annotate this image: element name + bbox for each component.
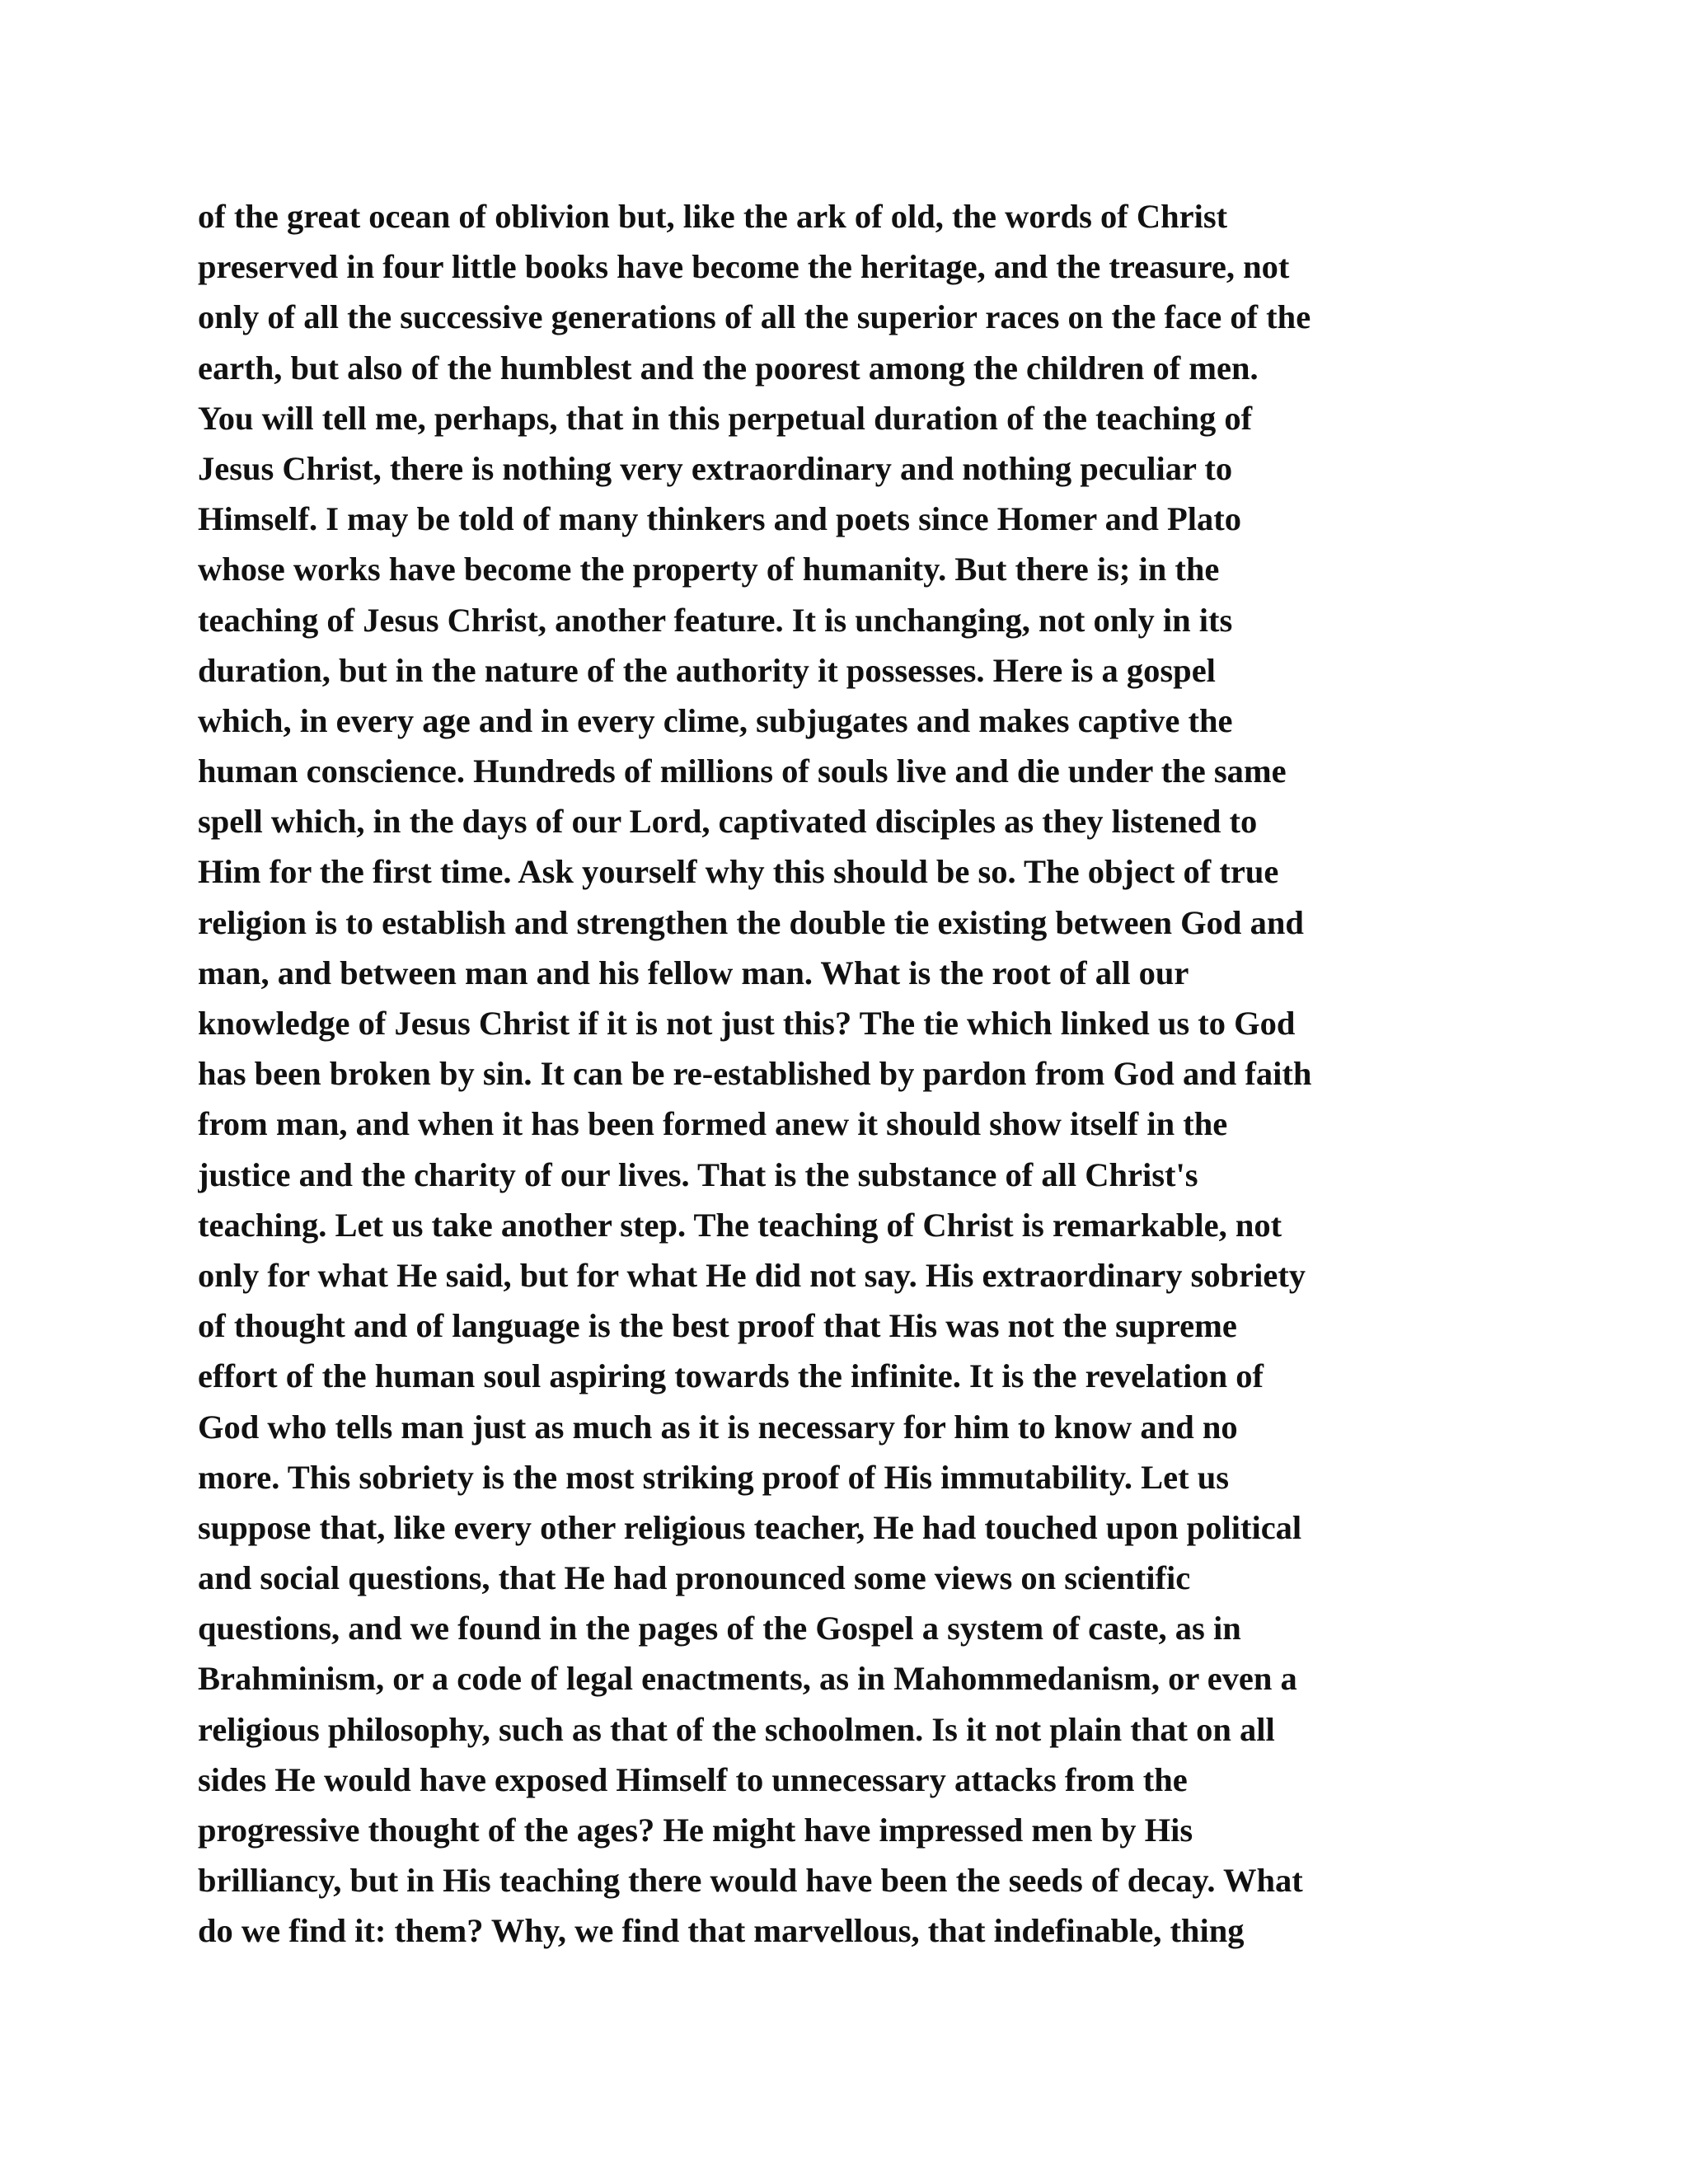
text-line: effort of the human soul aspiring towards the infinite. It is the revelation of	[198, 1357, 1264, 1395]
text-line: religious philosophy, such as that of the schoolmen. Is it not plain that on all	[198, 1710, 1275, 1748]
text-line: knowledge of Jesus Christ if it is not just this? The tie which linked us to God	[198, 1005, 1296, 1042]
text-line: do we find it: them? Why, we find that marvellous, that indefinable, thing	[198, 1912, 1245, 1950]
text-line: which, in every age and in every clime, subjugates and makes captive the	[198, 701, 1233, 739]
text-line: from man, and when it has been formed anew it should show itself in the	[198, 1105, 1228, 1143]
text-line: and social questions, that He had pronounced some views on scientific	[198, 1559, 1191, 1597]
text-line: sides He would have exposed Himself to unnecessary attacks from the	[198, 1760, 1188, 1798]
text-line: questions, and we found in the pages of the Gospel a system of caste, as in	[198, 1610, 1241, 1647]
text-line: Jesus Christ, there is nothing very extraordinary and nothing peculiar to	[198, 449, 1233, 487]
text-line: only for what He said, but for what He did not say. His extraordinary sobriety	[198, 1256, 1306, 1294]
text-line: teaching. Let us take another step. The teaching of Christ is remarkable, not	[198, 1206, 1282, 1244]
text-line: human conscience. Hundreds of millions of souls live and die under the same	[198, 752, 1287, 790]
body-text	[198, 191, 1492, 1957]
text-line: earth, but also of the humblest and the poorest among the children of men.	[198, 349, 1259, 387]
text-line: man, and between man and his fellow man. What is the root of all our	[198, 954, 1189, 991]
text-line: Him for the first time. Ask yourself why this should be so. The object of true	[198, 853, 1279, 891]
text-line: preserved in four little books have become the heritage, and the treasure, not	[198, 248, 1290, 286]
text-line: justice and the charity of our lives. That is the substance of all Christ's	[198, 1155, 1198, 1193]
text-line: religion is to establish and strengthen the double tie existing between God and	[198, 903, 1304, 941]
text-line: Himself. I may be told of many thinkers and poets since Homer and Plato	[198, 500, 1242, 538]
text-line: whose works have become the property of humanity. But there is; in the	[198, 551, 1220, 588]
text-line: only of all the successive generations of all the superior races on the face of the	[198, 298, 1311, 336]
text-line: suppose that, like every other religious teacher, He had touched upon political	[198, 1508, 1302, 1546]
text-line: brilliancy, but in His teaching there would have been the seeds of decay. What	[198, 1862, 1303, 1900]
text-line: spell which, in the days of our Lord, captivated disciples as they listened to	[198, 803, 1258, 841]
text-line: duration, but in the nature of the authority it possesses. Here is a gospel	[198, 651, 1216, 689]
text-line: progressive thought of the ages? He might have impressed men by His	[198, 1811, 1193, 1849]
text-line: teaching of Jesus Christ, another feature. It is unchanging, not only in its	[198, 601, 1233, 639]
text-line: more. This sobriety is the most striking proof of His immutability. Let us	[198, 1458, 1230, 1496]
text-line: Brahminism, or a code of legal enactments, as in Mahommedanism, or even a	[198, 1660, 1297, 1698]
text-line: of thought and of language is the best proof that His was not the supreme	[198, 1307, 1237, 1345]
text-line: You will tell me, perhaps, that in this perpetual duration of the teaching of	[198, 399, 1253, 437]
text-line: of the great ocean of oblivion but, like the ark of old, the words of Christ	[198, 198, 1228, 235]
text-line: God who tells man just as much as it is necessary for him to know and no	[198, 1408, 1238, 1446]
text-line: has been broken by sin. It can be re-established by pardon from God and faith	[198, 1055, 1312, 1093]
